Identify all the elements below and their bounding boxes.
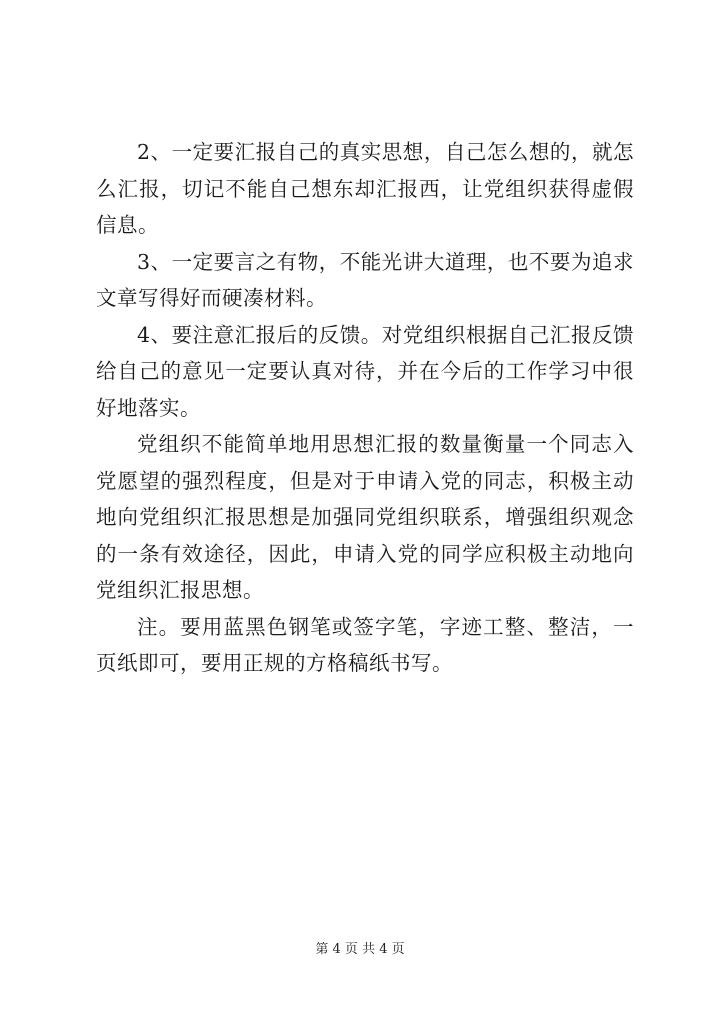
paragraph-3: 3、一定要言之有物，不能光讲大道理，也不要为追求文章写得好而硬凑材料。 (96, 249, 634, 310)
document-body (96, 134, 634, 682)
page-number-footer: 第 4 页 共 4 页 (315, 942, 405, 957)
paragraph-party-organization: 党组织不能简单地用思想汇报的数量衡量一个同志入党愿望的强烈程度，但是对于申请入党的同志，积极主动地向党组织汇报思想是加强同党组织联系，增强组织观念的一条有效途径，因此，申请入党的同学应积极主动地向党组织汇报思想。 (96, 432, 634, 602)
paragraph-4: 4、要注意汇报后的反馈。对党组织根据自己汇报反馈给自己的意见一定要认真对待，并在今后的工作学习中很好地落实。 (96, 322, 634, 420)
paragraph-note: 注。要用蓝黑色钢笔或签字笔，字迹工整、整洁，一页纸即可，要用正规的方格稿纸书写。 (96, 614, 634, 675)
paragraph-2: 2、一定要汇报自己的真实思想，自己怎么想的，就怎么汇报，切记不能自己想东却汇报西，让党组织获得虚假信息。 (96, 140, 634, 237)
